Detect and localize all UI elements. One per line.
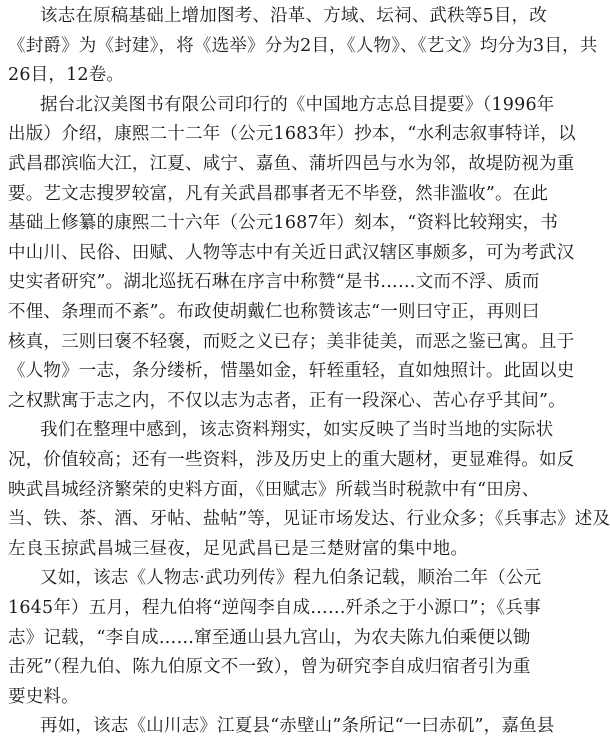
text-line: 再如，该志《山川志》江夏县“赤壁山”条所记“一曰赤矶”，嘉鱼县 — [40, 716, 555, 737]
text-line: 要史料。 — [8, 686, 79, 707]
text-line: 志》记载，“李自成……窜至通山县九宫山，为农夫陈九伯乘便以锄 — [8, 627, 531, 648]
text-line: 1645年）五月，程九伯将“逆闯李自成……歼杀之于小源口”；《兵事 — [8, 598, 541, 618]
text-line: 该志在原稿基础上增加图考、沿革、方域、坛祠、武秩等5目，改 — [40, 6, 547, 26]
text-line: 当、铁、茶、酒、牙帖、盐帖”等，见证市场发达、行业众多；《兵事志》述及 — [8, 509, 610, 530]
text-line: 基础上修纂的康熙二十六年（公元1687年）刻本，“资料比较翔实，书 — [8, 213, 559, 234]
text-line: 况，价值较高；还有一些资料，涉及历史上的重大题材，更显难得。如反 — [8, 450, 575, 470]
text-line: 不俚、条理而不紊”。布政使胡戴仁也称赞该志“一则曰守正，再则曰 — [8, 302, 540, 322]
text-line: 我们在整理中感到，该志资料翔实，如实反映了当时当地的实际状 — [40, 420, 554, 441]
text-line: 核真，三则曰褒不轻褒，而贬之义已存；美非徒美，而恶之鉴已寓。且于 — [8, 331, 575, 352]
text-line: 史实者研究”。湖北巡抚石琳在序言中称赞“是书……文而不浮、质而 — [8, 272, 540, 293]
text-line: 出版）介绍，康熙二十二年（公元1683年）抄本，“水利志叙事特详，以 — [8, 124, 576, 145]
text-line: 左良玉掠武昌城三昼夜，足见武昌已是三楚财富的集中地。 — [8, 538, 469, 559]
text-line: 又如，该志《人物志·武功列传》程九伯条记载，顺治二年（公元 — [40, 568, 542, 589]
text-line: 要。艺文志搜罗较富，凡有关武昌郡事者无不毕登，然非滥收”。在此 — [8, 183, 549, 204]
text-line: 映武昌城经济繁荣的史料方面，《田赋志》所载当时税款中有“田房、 — [8, 479, 540, 500]
text-line: 《人物》一志，条分缕析，惜墨如金，轩轾重轻，直如烛照计。此固以史 — [8, 361, 575, 382]
text-line: 26目，12卷。 — [8, 65, 125, 86]
text-line: 《封爵》为《封建》，将《选举》分为2目，《人物》、《艺文》均分为3目，共 — [8, 35, 598, 56]
text-line: 中山川、民俗、田赋、人物等志中有关近日武汉辖区事颇多，可为考武汉 — [8, 242, 575, 263]
text-line: 之权默寓于志之内，不仅以志为志者，正有一段深心、苦心存乎其间”。 — [8, 390, 566, 411]
text-line: 击死”（程九伯、陈九伯原文不一致），曾为研究李自成归宿者引为重 — [8, 657, 531, 678]
text-line: 武昌郡滨临大江，江夏、咸宁、嘉鱼、蒲圻四邑与水为邻，故堤防视为重 — [8, 154, 575, 174]
text-line: 据台北汉美图书有限公司印行的《中国地方志总目提要》（1996年 — [40, 94, 555, 115]
